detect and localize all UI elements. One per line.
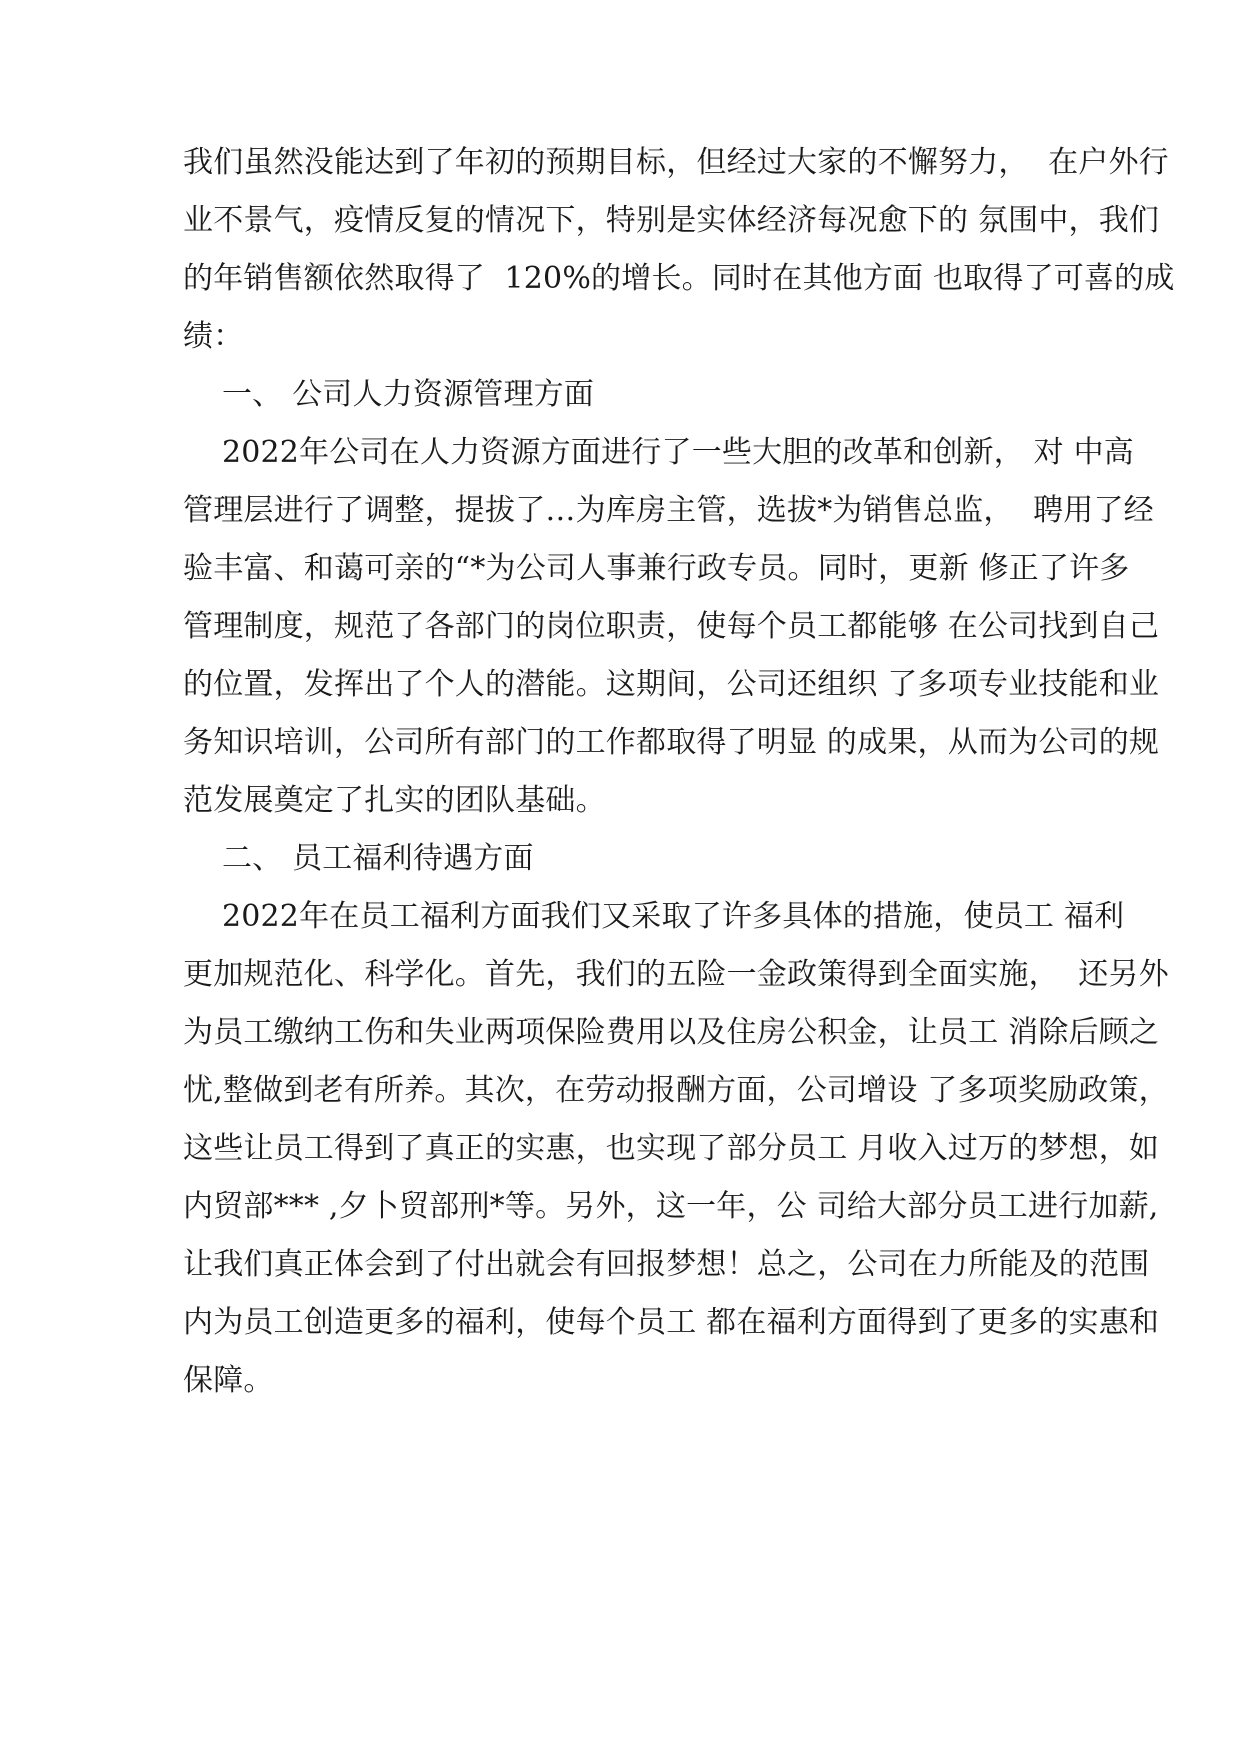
text-line: 的年销售额依然取得了 120%的增长。同时在其他方面 也取得了可喜的成: [183, 261, 1175, 296]
text-line: 内贸部*** ,夕卜贸部刑*等。另外，这一年，公 司给大部分员工进行加薪,: [183, 1189, 1159, 1224]
section-heading: 一、 公司人力资源管理方面: [183, 377, 595, 412]
text-line: 更加规范化、科学化。首先，我们的五险一金政策得到全面实施， 还另外: [183, 957, 1169, 992]
text-line: 内为员工创造更多的福利，使每个员工 都在福利方面得到了更多的实惠和: [183, 1305, 1160, 1340]
text-line: 的位置，发挥出了个人的潜能。这期间，公司还组织 了多项专业技能和业: [183, 667, 1160, 702]
text-line: 业不景气，疫情反复的情况下，特别是实体经济每况愈下的 氛围中，我们: [183, 203, 1160, 238]
text-line: 务知识培训，公司所有部门的工作都取得了明显 的成果，从而为公司的规: [183, 725, 1160, 760]
text-line: 管理制度，规范了各部门的岗位职责，使每个员工都能够 在公司找到自己: [183, 609, 1160, 644]
text-line: 这些让员工得到了真正的实惠，也实现了部分员工 月收入过万的梦想，如: [183, 1131, 1160, 1166]
text-line: 让我们真正体会到了付出就会有回报梦想！总之，公司在力所能及的范围: [183, 1247, 1150, 1282]
text-line: 2022年在员工福利方面我们又采取了许多具体的措施，使员工 福利: [183, 899, 1125, 934]
section-heading: 二、 员工福利待遇方面: [183, 841, 534, 876]
text-line: 范发展奠定了扎实的团队基础。: [183, 783, 606, 818]
text-line: 绩：: [183, 319, 244, 354]
text-line: 我们虽然没能达到了年初的预期目标，但经过大家的不懈努力， 在户外行: [183, 145, 1169, 180]
text-line: 保障。: [183, 1363, 274, 1398]
text-line: 忧,整做到老有所养。其次，在劳动报酬方面，公司增设 了多项奖励政策，: [183, 1073, 1169, 1108]
text-line: 为员工缴纳工伤和失业两项保险费用以及住房公积金，让员工 消除后顾之: [183, 1015, 1160, 1050]
text-line: 2022年公司在人力资源方面进行了一些大胆的改革和创新， 对 中高: [183, 435, 1134, 470]
text-line: 验丰富、和蔼可亲的“*为公司人事兼行政专员。同时，更新 修正了许多: [183, 551, 1130, 586]
text-line: 管理层进行了调整，提拔了…为库房主管，选拔*为销售总监， 聘用了经: [183, 493, 1154, 528]
